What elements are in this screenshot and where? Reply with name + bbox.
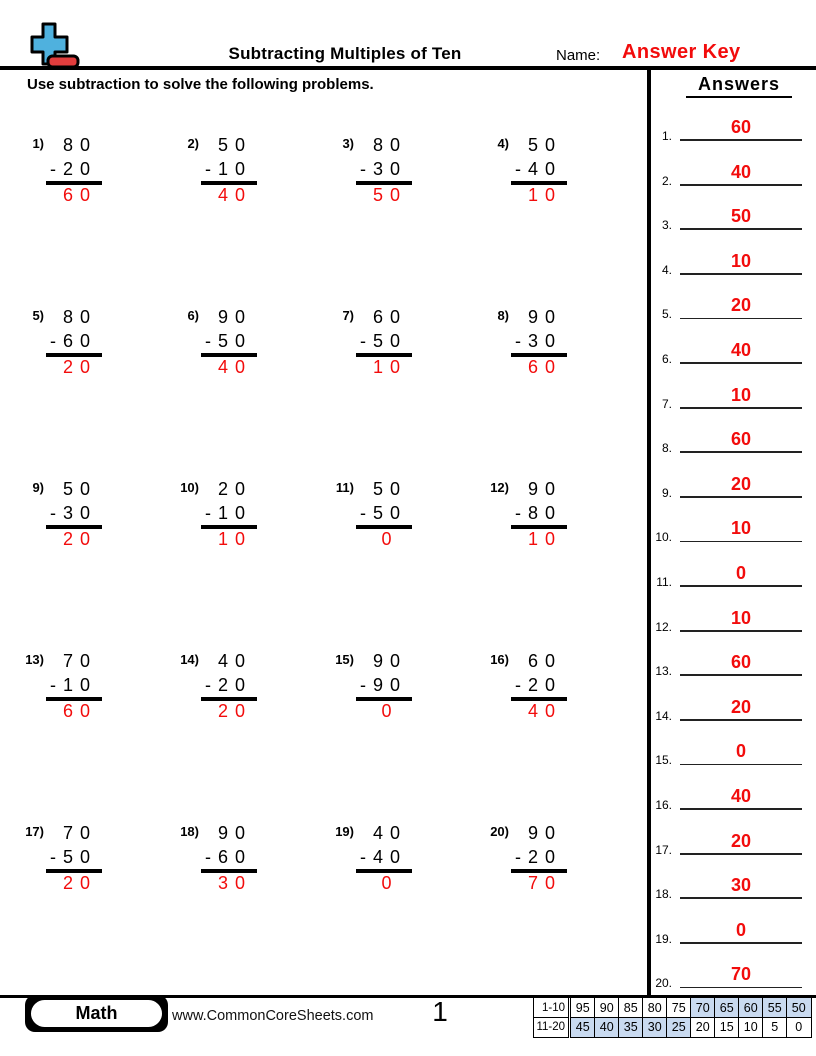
problem-minuend: 60	[528, 651, 563, 671]
grading-row-label: 1-10	[533, 997, 569, 1018]
answer-row	[650, 694, 810, 721]
problem-number: 8)	[497, 308, 509, 323]
problem-minuend: 70	[63, 651, 98, 671]
answers-heading: Answers	[686, 74, 792, 98]
answer-row	[650, 560, 810, 587]
problem-answer: 20	[62, 873, 98, 893]
problem-answer: 0	[381, 701, 399, 721]
answer-number: 20.	[655, 976, 672, 991]
grading-cell: 25	[666, 1017, 692, 1038]
answer-value: 0	[735, 563, 746, 583]
answer-value: 20	[730, 295, 752, 316]
answer-line	[680, 541, 802, 543]
problem	[320, 133, 460, 207]
answer-value: 10	[730, 250, 752, 271]
problem	[475, 821, 615, 895]
answer-line	[680, 273, 802, 275]
problem-minuend: 90	[373, 651, 408, 671]
answer-value: 10	[730, 384, 752, 405]
answer-line	[680, 228, 802, 230]
problem-number: 4)	[497, 136, 509, 151]
problem-minuend: 90	[528, 823, 563, 843]
answer-number: 18.	[655, 887, 672, 902]
problem-answer: 20	[62, 529, 98, 549]
problem-subtrahend: -20	[515, 847, 563, 867]
answer-number: 7.	[661, 396, 672, 411]
problem-rule	[356, 697, 412, 701]
answer-row	[650, 917, 810, 944]
grading-row	[533, 997, 812, 1018]
answer-number: 3.	[661, 218, 672, 233]
problem-number: 9)	[32, 480, 44, 495]
problem-subtrahend: -20	[50, 159, 98, 179]
problem-answer: 10	[217, 529, 253, 549]
answer-row	[650, 203, 810, 233]
answer-value: 10	[730, 607, 752, 628]
answer-line	[680, 897, 802, 899]
problem-rule	[46, 353, 102, 357]
answer-row	[650, 159, 810, 186]
answer-line	[680, 853, 802, 855]
problem	[475, 649, 615, 723]
problem-subtrahend: -10	[205, 503, 253, 523]
grading-cell: 45	[570, 1017, 596, 1038]
problem-number: 13)	[25, 652, 44, 667]
answer-line	[680, 407, 802, 409]
problem-number: 19)	[335, 824, 354, 839]
problem-answer: 10	[372, 357, 408, 377]
grading-cell: 30	[642, 1017, 668, 1038]
answer-key-value: Answer Key	[622, 41, 741, 63]
grading-cell: 80	[642, 997, 668, 1018]
grading-table	[533, 997, 812, 1038]
answer-row	[650, 828, 810, 855]
problem	[10, 821, 150, 895]
answer-value: 40	[730, 161, 752, 182]
problem-minuend: 80	[373, 135, 408, 155]
problem	[10, 477, 150, 551]
grading-cell: 50	[786, 997, 812, 1018]
answer-line	[680, 362, 802, 364]
problem-minuend: 50	[63, 479, 98, 499]
problem-answer: 40	[527, 701, 563, 721]
problem-subtrahend: -10	[205, 159, 253, 179]
answer-value: 30	[730, 875, 752, 896]
answer-row	[650, 605, 810, 632]
page-title: Subtracting Multiples of Ten	[228, 44, 462, 63]
problem-subtrahend: -50	[360, 331, 408, 351]
problem-subtrahend: -30	[50, 503, 98, 523]
problem	[10, 305, 150, 379]
problem-answer: 20	[62, 357, 98, 377]
answer-value: 20	[730, 696, 752, 717]
answer-value: 40	[730, 340, 752, 360]
answer-line	[680, 764, 802, 766]
problem-rule	[511, 525, 567, 529]
answer-line	[680, 987, 802, 989]
problem-number: 18)	[180, 824, 199, 839]
problem	[475, 305, 615, 379]
problem-answer: 10	[527, 185, 563, 205]
problem-subtrahend: -40	[515, 159, 563, 179]
answer-number: 11.	[656, 575, 672, 589]
problem	[165, 133, 305, 207]
problem-minuend: 20	[218, 479, 253, 499]
name-label: Name:	[556, 47, 601, 64]
problem-minuend: 40	[373, 823, 408, 843]
answer-number: 16.	[655, 798, 672, 812]
problem	[320, 477, 460, 551]
problem-rule	[201, 181, 257, 185]
problem	[475, 477, 615, 551]
answer-value: 60	[730, 117, 752, 137]
problem-subtrahend: -80	[515, 503, 563, 523]
problem	[320, 649, 460, 723]
answer-row	[650, 248, 810, 275]
problem-answer: 60	[62, 185, 98, 205]
problem-rule	[201, 697, 257, 701]
page-number: 1	[432, 996, 448, 1027]
answer-line	[680, 451, 802, 453]
answer-value: 10	[730, 518, 752, 539]
problem-rule	[46, 181, 102, 185]
problem-subtrahend: -60	[205, 847, 253, 867]
problem-subtrahend: -20	[515, 675, 563, 695]
answer-row	[650, 114, 810, 141]
answer-value: 0	[735, 919, 746, 940]
problem-rule	[201, 525, 257, 529]
header-rule	[0, 66, 816, 70]
answer-number: 12.	[655, 619, 672, 634]
grading-cell: 85	[618, 997, 644, 1018]
problem-subtrahend: -20	[205, 675, 253, 695]
problem-rule	[511, 869, 567, 873]
problem-answer: 0	[381, 529, 399, 549]
answer-row	[650, 337, 810, 364]
problem-number: 5)	[32, 308, 44, 323]
problem-minuend: 40	[218, 651, 253, 671]
grading-cell: 40	[594, 1017, 620, 1038]
answer-line	[680, 942, 802, 944]
problem-subtrahend: -30	[360, 159, 408, 179]
problem-rule	[511, 353, 567, 357]
grading-cell: 20	[690, 1017, 716, 1038]
problem-answer: 20	[217, 701, 253, 721]
answer-number: 17.	[655, 842, 672, 857]
problem	[165, 477, 305, 551]
problem	[475, 133, 615, 207]
problem-minuend: 50	[218, 135, 253, 155]
problem-number: 14)	[180, 652, 199, 667]
answer-value: 40	[730, 786, 752, 806]
problem-subtrahend: -60	[50, 331, 98, 351]
problem-number: 3)	[342, 136, 354, 151]
answer-line	[680, 496, 802, 498]
answer-line	[680, 139, 802, 141]
problem-rule	[356, 869, 412, 873]
problem-minuend: 70	[63, 823, 98, 843]
problem-rule	[511, 697, 567, 701]
problem-number: 2)	[187, 136, 199, 151]
answer-number: 10.	[655, 530, 672, 545]
problem	[165, 305, 305, 379]
problem-minuend: 90	[218, 307, 253, 327]
problem-number: 15)	[335, 652, 354, 667]
problem-number: 1)	[32, 136, 44, 151]
problem-rule	[356, 353, 412, 357]
grading-cell: 65	[714, 997, 740, 1018]
grading-cell: 95	[570, 997, 596, 1018]
answer-row	[650, 738, 810, 768]
problem-subtrahend: -50	[50, 847, 98, 867]
answer-row	[650, 783, 810, 810]
problem-subtrahend: -30	[515, 331, 563, 351]
answer-row	[650, 649, 810, 679]
problem	[10, 133, 150, 207]
problem-rule	[356, 525, 412, 529]
answer-number: 5.	[661, 307, 672, 322]
answer-number: 4.	[661, 262, 672, 277]
grading-cell: 15	[714, 1017, 740, 1038]
grading-cell: 75	[666, 997, 692, 1018]
grading-row-label: 11-20	[533, 1017, 569, 1038]
problem-answer: 30	[217, 873, 253, 893]
problem-rule	[201, 869, 257, 873]
answer-row	[650, 426, 810, 456]
answer-row	[650, 515, 810, 545]
answer-number: 19.	[655, 931, 672, 946]
problem-rule	[356, 181, 412, 185]
answer-value: 60	[730, 652, 752, 673]
problem-rule	[46, 525, 102, 529]
answer-number: 8.	[661, 441, 672, 456]
problem-rule	[46, 697, 102, 701]
subject-badge	[25, 995, 168, 1032]
answer-row	[650, 292, 810, 322]
answer-number: 15.	[655, 753, 672, 768]
answer-number: 1.	[661, 129, 672, 143]
problem-subtrahend: -10	[50, 675, 98, 695]
grading-cell: 90	[594, 997, 620, 1018]
answer-value: 20	[730, 830, 752, 851]
problem-minuend: 80	[63, 307, 98, 327]
answer-row	[650, 872, 810, 902]
problem-rule	[46, 869, 102, 873]
answer-line	[680, 585, 802, 587]
answer-line	[680, 318, 802, 320]
answer-line	[680, 674, 802, 676]
problem-minuend: 50	[373, 479, 408, 499]
grading-row	[533, 1017, 812, 1038]
problem-answer: 40	[217, 185, 253, 205]
answer-line	[680, 184, 802, 186]
grading-cell: 55	[762, 997, 788, 1018]
problem-subtrahend: -90	[360, 675, 408, 695]
problem-subtrahend: -50	[205, 331, 253, 351]
problem	[320, 821, 460, 895]
subject-label: Math	[31, 1000, 162, 1027]
answer-number: 2.	[661, 173, 672, 188]
grading-cell: 35	[618, 1017, 644, 1038]
problem-number: 12)	[490, 480, 509, 495]
grading-cell: 60	[738, 997, 764, 1018]
answer-value: 0	[735, 741, 746, 762]
problem-answer: 50	[372, 185, 408, 205]
answer-number: 9.	[661, 485, 672, 500]
answer-row	[650, 961, 810, 991]
answer-number: 13.	[655, 664, 672, 679]
problem	[165, 649, 305, 723]
grading-cell: 5	[762, 1017, 788, 1038]
problem-number: 11)	[335, 480, 354, 495]
problem-minuend: 90	[528, 307, 563, 327]
answer-number: 14.	[655, 708, 672, 723]
problem-rule	[511, 181, 567, 185]
answer-line	[680, 630, 802, 632]
grading-cell: 0	[786, 1017, 812, 1038]
problem	[320, 305, 460, 379]
problem-number: 17)	[25, 824, 44, 839]
problem-subtrahend: -50	[360, 503, 408, 523]
problem-minuend: 60	[373, 307, 408, 327]
problem-number: 6)	[187, 308, 199, 323]
answer-value: 60	[730, 429, 752, 450]
grading-cell: 10	[738, 1017, 764, 1038]
problem	[10, 649, 150, 723]
problem-number: 7)	[342, 308, 354, 323]
answer-line	[680, 719, 802, 721]
problem-answer: 60	[527, 357, 563, 377]
problem-answer: 40	[217, 357, 253, 377]
grading-cell: 70	[690, 997, 716, 1018]
answer-value: 50	[730, 206, 752, 227]
instruction-text: Use subtraction to solve the following problems.	[27, 76, 374, 93]
problem	[165, 821, 305, 895]
problem-subtrahend: -40	[360, 847, 408, 867]
answer-number: 6.	[661, 352, 672, 366]
problem-number: 10)	[180, 480, 199, 495]
problem-answer: 70	[527, 873, 563, 893]
answer-line	[680, 808, 802, 810]
problem-minuend: 90	[218, 823, 253, 843]
problem-number: 20)	[490, 824, 509, 839]
answer-value: 20	[730, 473, 752, 494]
problem-answer: 60	[62, 701, 98, 721]
problem-minuend: 50	[528, 135, 563, 155]
answer-value: 70	[730, 964, 752, 985]
problem-minuend: 90	[528, 479, 563, 499]
website-url: www.CommonCoreSheets.com	[172, 1008, 374, 1024]
problem-number: 16)	[490, 652, 509, 667]
problem-minuend: 80	[63, 135, 98, 155]
answer-row	[650, 382, 810, 409]
answer-row	[650, 471, 810, 498]
plus-minus-logo-icon	[29, 17, 83, 73]
problem-answer: 10	[527, 529, 563, 549]
problem-answer: 0	[381, 873, 399, 893]
problem-rule	[201, 353, 257, 357]
